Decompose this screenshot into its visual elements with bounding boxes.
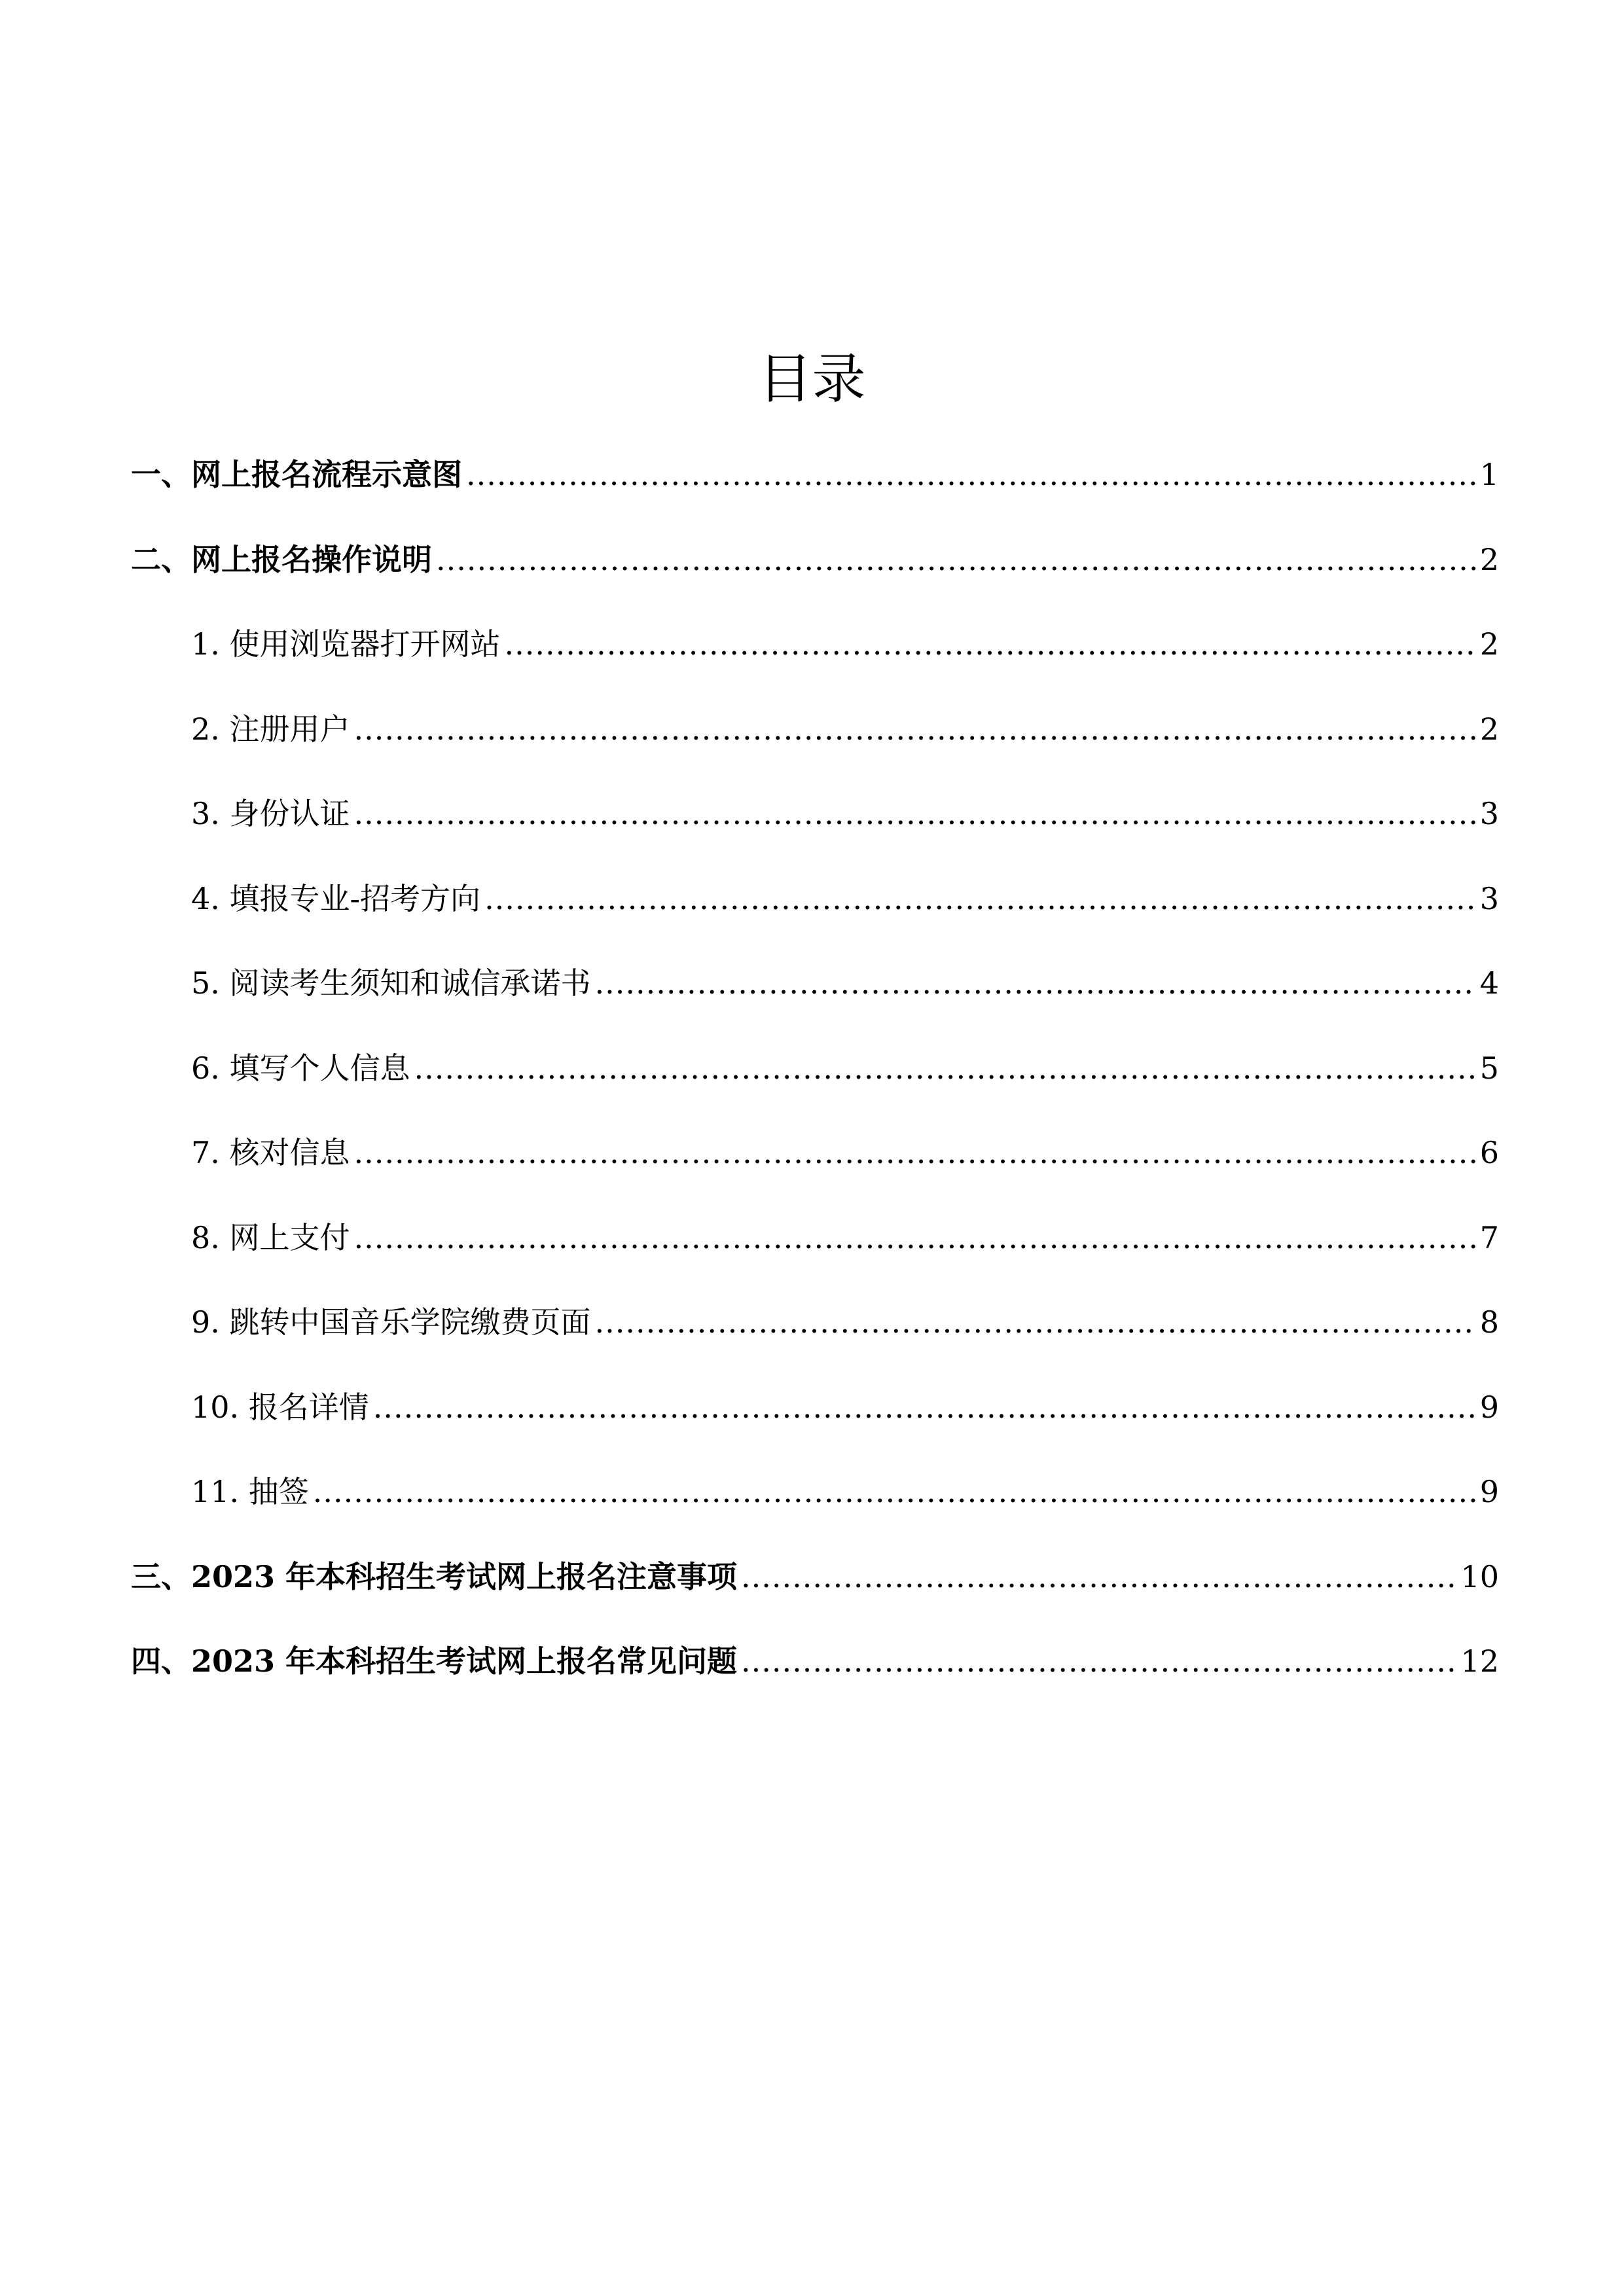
toc-entry-label: 4. 填报专业-招考方向 — [191, 880, 481, 916]
toc-entry-label: 5. 阅读考生须知和诚信承诺书 — [191, 965, 591, 1001]
dot-leader — [354, 1208, 1476, 1267]
toc-entry-page: 4 — [1479, 965, 1499, 1001]
toc-entry-label: 1. 使用浏览器打开网站 — [191, 626, 501, 662]
toc-entry-page: 3 — [1479, 880, 1499, 916]
dot-leader — [741, 1632, 1456, 1691]
dot-leader — [354, 1123, 1476, 1182]
toc-entry-label: 2. 注册用户 — [191, 711, 350, 747]
dot-leader — [354, 784, 1476, 843]
table-of-contents — [131, 445, 1499, 1717]
dot-leader — [373, 1378, 1476, 1437]
toc-entry-page: 5 — [1479, 1050, 1499, 1086]
toc-entry-label: 8. 网上支付 — [191, 1219, 350, 1255]
toc-entry-page: 9 — [1479, 1474, 1499, 1509]
toc-entry-2-11[interactable] — [131, 1462, 1499, 1547]
toc-entry-page: 7 — [1479, 1219, 1499, 1255]
dot-leader — [436, 530, 1476, 589]
toc-entry-2-10[interactable] — [131, 1378, 1499, 1463]
toc-entry-2-4[interactable] — [131, 869, 1499, 954]
dot-leader — [505, 615, 1476, 673]
toc-entry-page: 3 — [1479, 796, 1499, 831]
dot-leader — [595, 1293, 1476, 1352]
dot-leader — [313, 1462, 1476, 1521]
toc-entry-2-8[interactable] — [131, 1208, 1499, 1293]
toc-entry-page: 1 — [1479, 457, 1499, 492]
toc-entry-label: 三、2023 年本科招生考试网上报名注意事项 — [131, 1558, 738, 1594]
toc-entry-page: 12 — [1460, 1643, 1499, 1679]
toc-entry-label: 6. 填写个人信息 — [191, 1050, 410, 1086]
dot-leader — [354, 700, 1476, 759]
dot-leader — [484, 869, 1476, 928]
toc-entry-label: 7. 核对信息 — [191, 1135, 350, 1170]
dot-leader — [595, 954, 1476, 1013]
toc-entry-label: 9. 跳转中国音乐学院缴费页面 — [191, 1304, 591, 1340]
toc-entry-2-2[interactable] — [131, 700, 1499, 785]
toc-entry-2-9[interactable] — [131, 1293, 1499, 1378]
toc-entry-page: 6 — [1479, 1135, 1499, 1170]
toc-entry-page: 2 — [1479, 626, 1499, 662]
toc-entry-4[interactable] — [131, 1632, 1499, 1717]
toc-entry-label: 3. 身份认证 — [191, 796, 350, 831]
toc-entry-page: 10 — [1460, 1558, 1499, 1594]
toc-entry-2[interactable] — [131, 530, 1499, 615]
toc-entry-label: 四、2023 年本科招生考试网上报名常见问题 — [131, 1643, 738, 1679]
toc-entry-2-3[interactable] — [131, 784, 1499, 869]
toc-entry-page: 2 — [1479, 711, 1499, 747]
toc-entry-page: 9 — [1479, 1389, 1499, 1425]
toc-entry-page: 2 — [1479, 541, 1499, 577]
dot-leader — [741, 1547, 1456, 1606]
toc-entry-label: 11. 抽签 — [191, 1474, 309, 1509]
toc-entry-3[interactable] — [131, 1547, 1499, 1632]
toc-entry-label: 一、网上报名流程示意图 — [131, 457, 462, 492]
toc-entry-2-7[interactable] — [131, 1123, 1499, 1208]
dot-leader — [414, 1039, 1476, 1098]
toc-entry-label: 10. 报名详情 — [191, 1389, 369, 1425]
toc-entry-1[interactable] — [131, 445, 1499, 530]
toc-entry-label: 二、网上报名操作说明 — [131, 541, 432, 577]
toc-entry-2-5[interactable] — [131, 954, 1499, 1039]
toc-entry-2-1[interactable] — [131, 615, 1499, 700]
toc-entry-page: 8 — [1479, 1304, 1499, 1340]
toc-entry-2-6[interactable] — [131, 1039, 1499, 1124]
dot-leader — [466, 445, 1476, 504]
toc-title: 目录 — [758, 348, 866, 410]
